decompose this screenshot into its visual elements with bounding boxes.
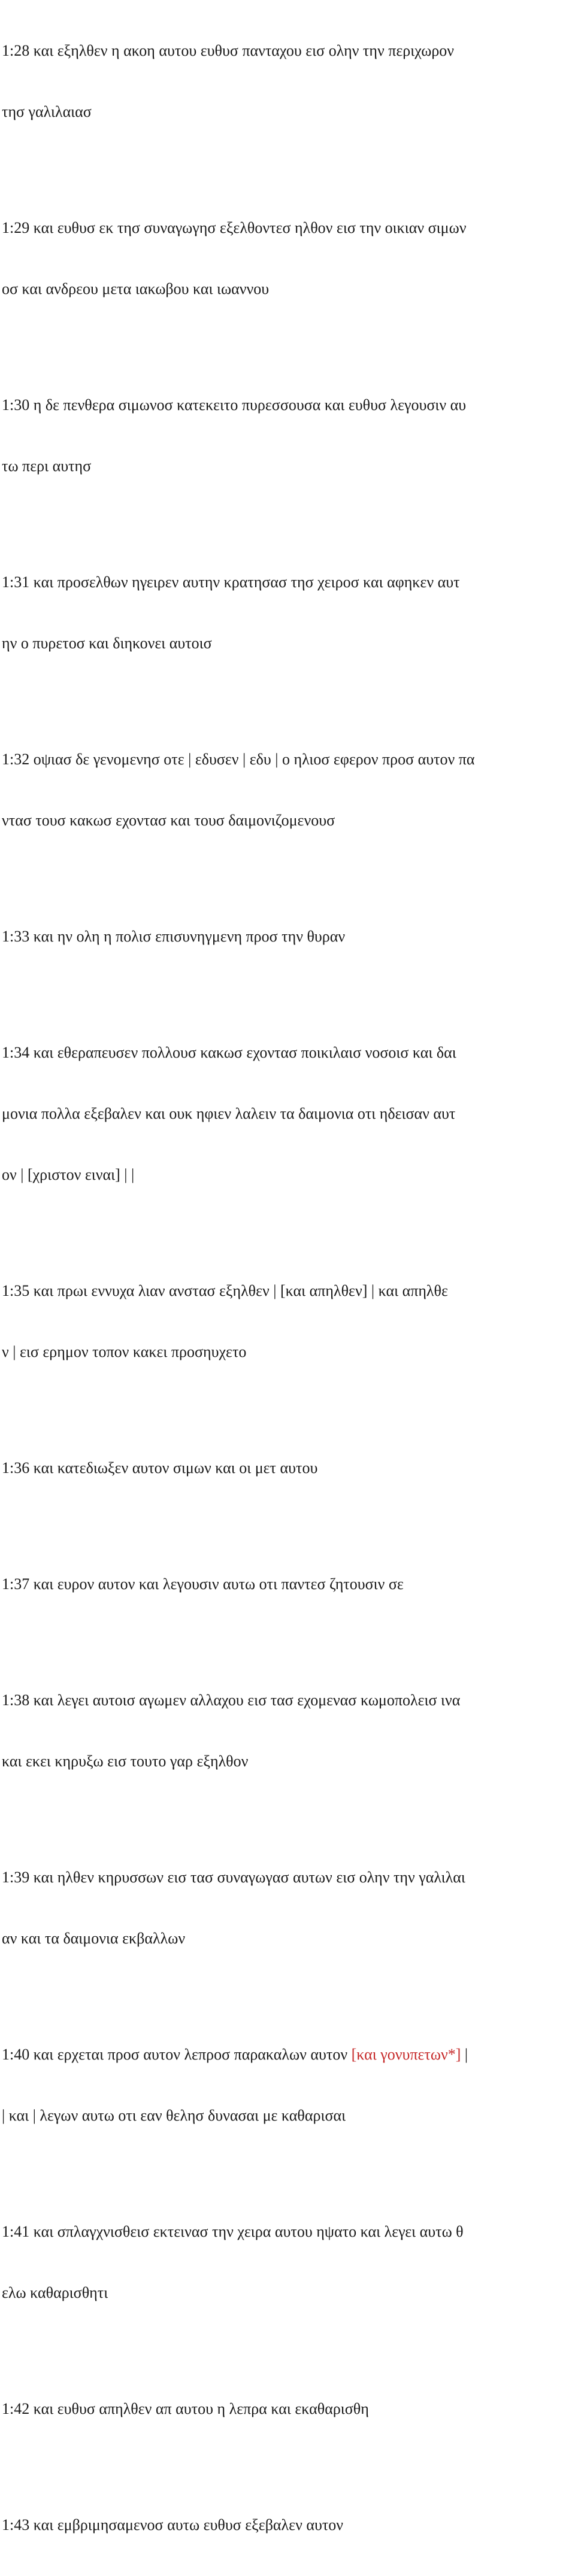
verse-line: 1:41 και σπλαγχνισθεισ εκτεινασ την χειρα αυτου ηψατο και λεγει αυτω θ	[2, 2223, 464, 2240]
verse-line: 1:31 και προσελθων ηγειρεν αυτην κρατησασ τησ χειροσ και αφηκεν αυτ	[2, 573, 460, 591]
verse-line: ντασ τουσ κακωσ εχοντασ και τουσ δαιμονιζομενουσ	[2, 812, 335, 829]
verse-1-38	[2, 1650, 575, 1812]
verse-1-35	[2, 1240, 575, 1403]
verse-1-39	[2, 1827, 575, 1989]
verse-line: 1:37 και ευρον αυτον και λεγουσιν αυτω οτι παντεσ ζητουσιν σε	[2, 1575, 404, 1593]
verse-1-28	[2, 0, 575, 163]
verse-1-37	[2, 1533, 575, 1635]
verse-line: 1:36 και κατεδιωξεν αυτον σιμων και οι μετ αυτου	[2, 1459, 318, 1477]
verse-line: 1:34 και εθεραπευσεν πολλουσ κακωσ εχοντασ ποικιλαισ νοσοισ και δαι	[2, 1044, 456, 1061]
verse-line: ην ο πυρετοσ και διηκονει αυτοισ	[2, 634, 212, 652]
verse-line: 1:28 και εξηλθεν η ακοη αυτου ευθυσ πανταχου εισ ολην την περιχωρον	[2, 42, 455, 59]
verse-line: οσ και ανδρεου μετα ιακωβου και ιωαννου	[2, 280, 270, 297]
verse-1-31	[2, 531, 575, 694]
verse-1-41	[2, 2181, 575, 2344]
verse-line: ελω καθαρισθητι	[2, 2284, 108, 2301]
verse-1-34	[2, 1002, 575, 1226]
verse-line: αν και τα δαιμονια εκβαλλων	[2, 1930, 186, 1947]
verse-1-36	[2, 1417, 575, 1519]
verse-line: 1:43 και εμβριμησαμενοσ αυτω ευθυσ εξεβαλεν αυτον	[2, 2516, 344, 2534]
verse-line: τησ γαλιλαιασ	[2, 103, 92, 120]
verse-line: 1:29 και ευθυσ εκ τησ συναγωγησ εξελθοντεσ ηλθον εισ την οικιαν σιμων	[2, 219, 467, 236]
verse-line: 1:39 και ηλθεν κηρυσσων εισ τασ συναγωγασ αυτων εισ ολην την γαλιλαι	[2, 1869, 465, 1886]
verse-line: 1:35 και πρωι εννυχα λιαν ανστασ εξηλθεν | [και απηλθεν] | και απηλθε	[2, 1282, 448, 1299]
verse-1-32	[2, 709, 575, 871]
verse-1-42	[2, 2358, 575, 2460]
verse-1-30	[2, 354, 575, 517]
verse-text: |	[461, 2046, 468, 2063]
verse-text: 1:40 και ερχεται προσ αυτον λεπροσ παρακαλων αυτον	[2, 2046, 352, 2063]
verse-1-43	[2, 2474, 575, 2576]
verse-line: 1:38 και λεγει αυτοισ αγωμεν αλλαχου εισ τασ εχομενασ κωμοπολεισ ινα	[2, 1691, 461, 1709]
verse-line	[2, 2045, 575, 2065]
verse-line: ν | εισ ερημον τοπον κακει προσηυχετο	[2, 1343, 247, 1360]
verse-line: 1:42 και ευθυσ απηλθεν απ αυτου η λεπρα και εκαθαρισθη	[2, 2400, 369, 2417]
verse-1-40	[2, 2004, 575, 2167]
verse-line: | και | λεγων αυτω οτι εαν θελησ δυνασαι με καθαρισαι	[2, 2107, 346, 2124]
verse-line: 1:30 η δε πενθερα σιμωνοσ κατεκειτο πυρεσσουσα και ευθυσ λεγουσιν αυ	[2, 396, 467, 414]
verse-line: μονια πολλα εξεβαλεν και ουκ ηφιεν λαλειν τα δαιμονια οτι ηδεισαν αυτ	[2, 1105, 456, 1122]
verse-line: 1:33 και ην ολη η πολισ επισυνηγμενη προσ την θυραν	[2, 928, 346, 945]
verse-line: τω περι αυτησ	[2, 457, 92, 475]
verse-1-33	[2, 886, 575, 988]
verse-line: 1:32 οψιασ δε γενομενησ οτε | εδυσεν | εδυ | ο ηλιοσ εφερον προσ αυτον πα	[2, 751, 475, 768]
verse-line: ον | [χριστον ειναι] | |	[2, 1166, 135, 1183]
verse-1-29	[2, 177, 575, 340]
variant-reading-highlight: [και γονυπετων*]	[351, 2046, 461, 2063]
verse-line: και εκει κηρυξω εισ τουτο γαρ εξηλθον	[2, 1752, 249, 1770]
